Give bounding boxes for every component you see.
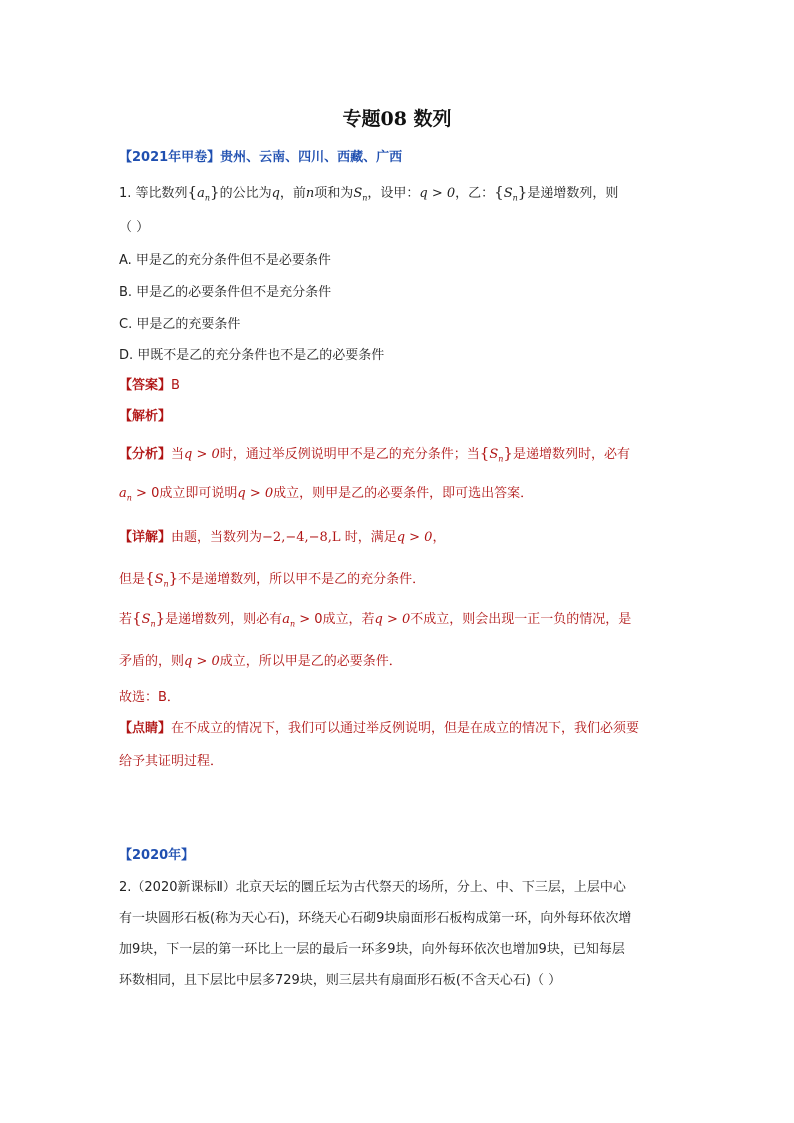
xj-3a: 若 <box>119 612 133 627</box>
left-brace: { <box>145 569 155 587</box>
dianjing-1: 在不成立的情况下，我们可以通过举反例说明，但是在成立的情况下，我们必须要 <box>171 721 640 736</box>
guxuan-line: 故选：B． <box>119 690 180 705</box>
q2-line-3: 加9块，下一层的第一环比上一层的最后一环多9块，向外每环依次也增加9块，已知每层 <box>119 942 625 957</box>
var-n: n <box>305 186 315 201</box>
xj-4-cond: q > 0 <box>184 654 220 669</box>
right-brace: } <box>168 569 179 587</box>
q2-line-4: 环数相同，且下层比中层多729块，则三层共有扇面形石板(不含天心石)（ ） <box>119 973 562 988</box>
fenxi-line-1 <box>119 443 630 464</box>
xj-3b: 是递增数列，则必有 <box>165 612 283 627</box>
right-brace: } <box>517 183 528 201</box>
q1-stem-b: 的公比为 <box>219 186 272 201</box>
xj-1b: 时，满足 <box>340 530 397 545</box>
var-S-sub: n <box>150 619 156 629</box>
xiangjie-line-4 <box>119 650 402 669</box>
seq-a-sub: n <box>204 193 211 203</box>
xj-1a: 由题，当数列为 <box>171 530 263 545</box>
fenxi-1a: 当 <box>171 447 185 462</box>
q2-line-2: 有一块圆形石板(称为天心石)，环绕天心石砌9块扇面形石板构成第一环，向外每环依次增 <box>119 911 632 926</box>
option-a: A. 甲是乙的充分条件但不是必要条件 <box>119 253 331 268</box>
xiangjie-label: 【详解】 <box>119 530 172 545</box>
xj-4a: 矛盾的，则 <box>119 654 185 669</box>
var-S: S <box>503 186 513 201</box>
cond-q-positive: q > 0 <box>419 186 456 201</box>
answer-label: 【答案】 <box>119 378 172 393</box>
right-brace: } <box>155 609 166 627</box>
var-an-sub: n <box>126 493 132 503</box>
xiangjie-line-1 <box>119 526 445 545</box>
q1-stem-d: 项和为 <box>314 186 354 201</box>
var-S-sub: n <box>512 193 518 203</box>
xj-2b: 不是递增数列，所以甲不是乙的充分条件． <box>178 572 426 587</box>
section-header-2021: 【2021年甲卷】贵州、云南、四川、西藏、广西 <box>119 150 403 165</box>
q1-stem-g: 是递增数列，则 <box>527 186 619 201</box>
left-brace: { <box>187 183 198 201</box>
xj-3-cond: q > 0 <box>374 612 411 627</box>
xiangjie-line-3 <box>119 608 631 629</box>
left-brace: { <box>494 183 504 201</box>
xj-seq: −2,−4,−8,L <box>262 530 341 545</box>
option-d: D. 甲既不是乙的充分条件也不是乙的必要条件 <box>119 348 385 363</box>
option-c: C. 甲是乙的充要条件 <box>119 317 241 332</box>
var-S-sub: n <box>498 454 504 464</box>
xj-4b: 成立，所以甲是乙的必要条件． <box>219 654 402 669</box>
xj-2a: 但是 <box>119 572 146 587</box>
fenxi-1b: 时，通过举反例说明甲不是乙的充分条件；当 <box>219 447 480 462</box>
xj-1-cond: q > 0 <box>396 530 433 545</box>
right-brace: } <box>210 183 220 201</box>
jiexi-label: 【解析】 <box>119 409 172 424</box>
var-S-sub: n <box>163 579 169 589</box>
var-an: a <box>119 486 127 501</box>
dianjing-line-2: 给予其证明过程． <box>119 754 224 769</box>
var-S-sub: n <box>362 193 368 203</box>
seq-a: a <box>197 186 205 201</box>
left-brace: { <box>479 444 490 462</box>
xj-1c: ， <box>432 530 446 545</box>
answer-line <box>119 374 180 393</box>
var-q: q <box>271 186 280 201</box>
page-title: 专题08 数列 <box>342 108 452 130</box>
q1-stem <box>119 182 618 203</box>
var-S: S <box>154 572 164 587</box>
var-S: S <box>141 612 151 627</box>
xj-3c: > 0成立，若 <box>295 612 375 627</box>
left-brace: { <box>132 609 142 627</box>
section-header-2020: 【2020年】 <box>119 848 195 863</box>
fenxi-2-cond: q > 0 <box>237 486 274 501</box>
q1-stem-a: 1. 等比数列 <box>119 186 188 201</box>
xj-3d: 不成立，则会出现一正一负的情况，是 <box>410 612 632 627</box>
q1-stem-f: ，乙： <box>455 186 495 201</box>
fenxi-1c: 是递增数列时，必有 <box>512 447 630 462</box>
q1-stem-e: ，设甲： <box>367 186 420 201</box>
option-b: B. 甲是乙的必要条件但不是充分条件 <box>119 285 332 300</box>
right-brace: } <box>503 444 513 462</box>
dianjing-line-1 <box>119 717 639 736</box>
var-S: S <box>353 186 363 201</box>
fenxi-2b: 成立，则甲是乙的必要条件，即可选出答案． <box>273 486 534 501</box>
var-an-sub: n <box>289 619 296 629</box>
fenxi-line-2 <box>119 482 533 503</box>
fenxi-2a: > 0成立即可说明 <box>131 486 238 501</box>
dianjing-label: 【点睛】 <box>119 721 172 736</box>
xiangjie-line-2 <box>119 568 425 589</box>
fenxi-label: 【分析】 <box>119 447 172 462</box>
q2-line-1: 2.（2020新课标Ⅱ）北京天坛的圜丘坛为古代祭天的场所，分上、中、下三层，上层中心 <box>119 880 626 895</box>
var-an: a <box>282 612 290 627</box>
fenxi-cond: q > 0 <box>184 447 220 462</box>
var-S: S <box>489 447 499 462</box>
answer-value: B <box>171 378 180 393</box>
q1-paren: （ ） <box>119 220 150 235</box>
q1-stem-c: ，前 <box>279 186 306 201</box>
